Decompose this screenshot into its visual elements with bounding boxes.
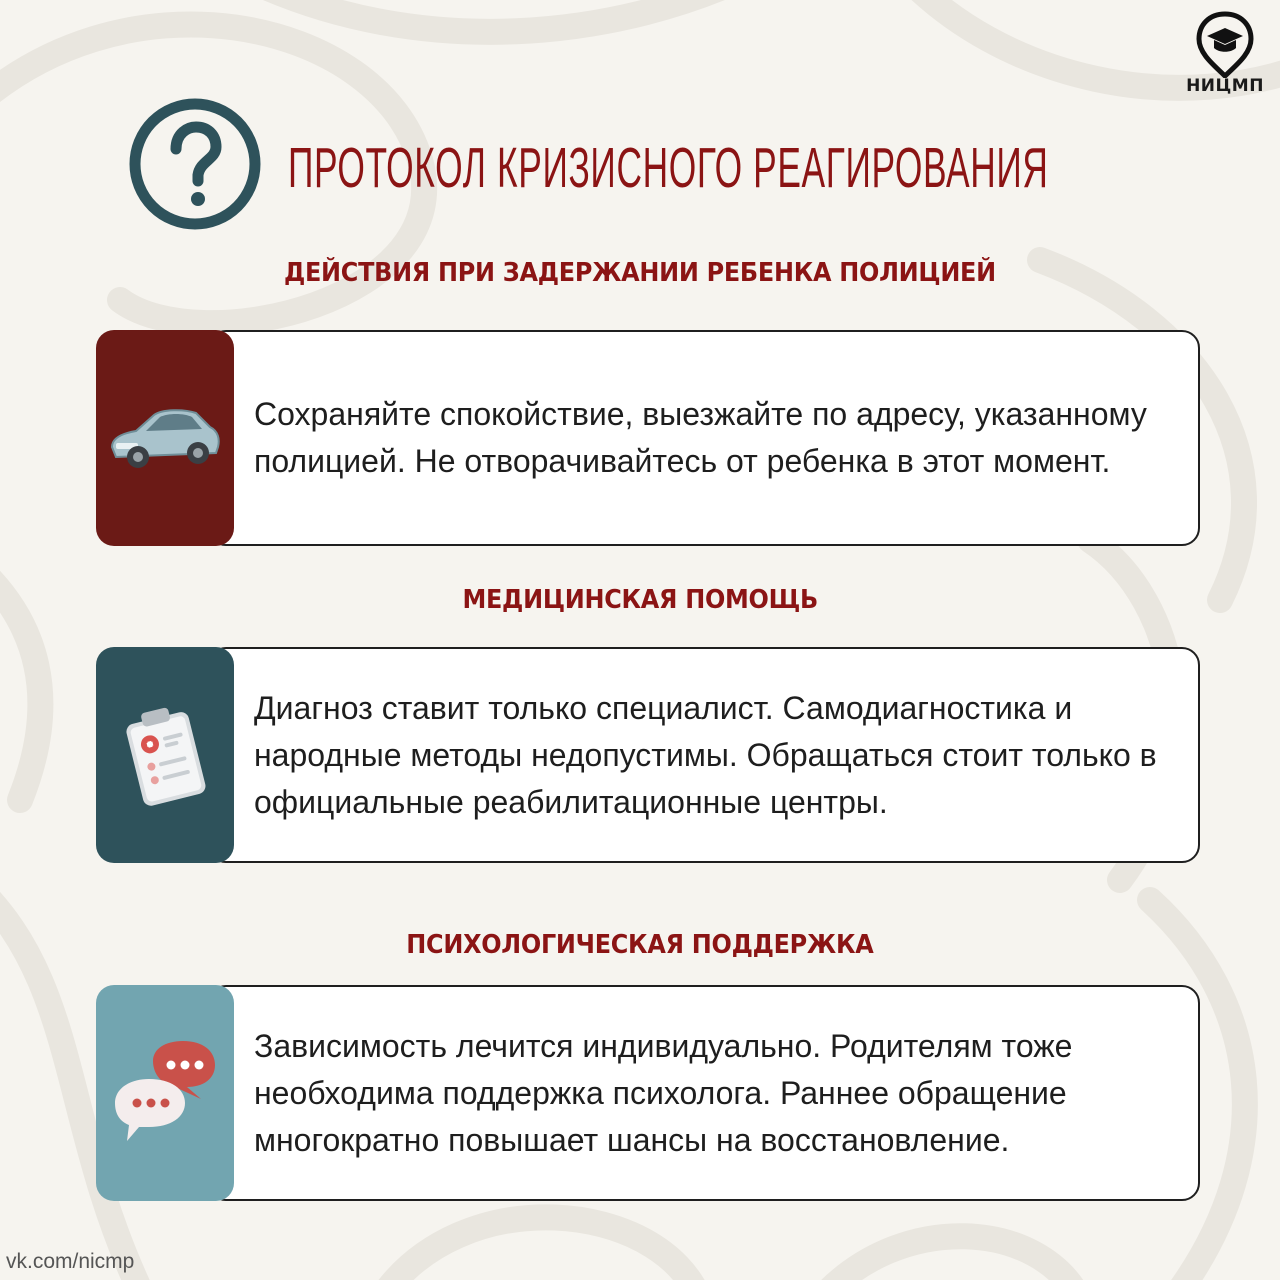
card-psych <box>208 985 1200 1201</box>
medical-clipboard-icon <box>117 703 213 807</box>
question-circle-icon <box>128 97 262 231</box>
section-title-medical: МЕДИЦИНСКАЯ ПОМОЩЬ <box>462 585 818 615</box>
car-icon <box>106 403 224 473</box>
tile-psych <box>96 985 234 1201</box>
page-title: ПРОТОКОЛ КРИЗИСНОГО РЕАГИРОВАНИЯ <box>288 136 1049 200</box>
tile-medical <box>96 647 234 863</box>
logo-text: НИЦМП <box>1186 76 1264 96</box>
logo <box>1180 10 1270 100</box>
card-text-psych: Зависимость лечится индивидуально. Родителям тоже необходима поддержка психолога. Раннее обращение многократно повышает шансы на восстановление. <box>254 1027 1073 1158</box>
section-title-police: ДЕЙСТВИЯ ПРИ ЗАДЕРЖАНИИ РЕБЕНКА ПОЛИЦИЕЙ <box>284 258 996 288</box>
card-text-medical: Диагноз ставит только специалист. Самодиагностика и народные методы недопустимы. Обращаться стоит только в официальные реабилитационные центры. <box>254 689 1157 820</box>
section-title-psych: ПСИХОЛОГИЧЕСКАЯ ПОДДЕРЖКА <box>406 930 874 960</box>
card-police <box>208 330 1200 546</box>
chat-bubbles-icon <box>109 1037 221 1149</box>
footer-link[interactable]: vk.com/nicmp <box>6 1250 135 1273</box>
card-medical <box>208 647 1200 863</box>
tile-police <box>96 330 234 546</box>
card-text-police: Сохраняйте спокойствие, выезжайте по адресу, указанному полицией. Не отворачивайтесь от ребенка в этот момент. <box>254 396 1147 479</box>
graduation-cap-pin-icon <box>1195 10 1255 78</box>
